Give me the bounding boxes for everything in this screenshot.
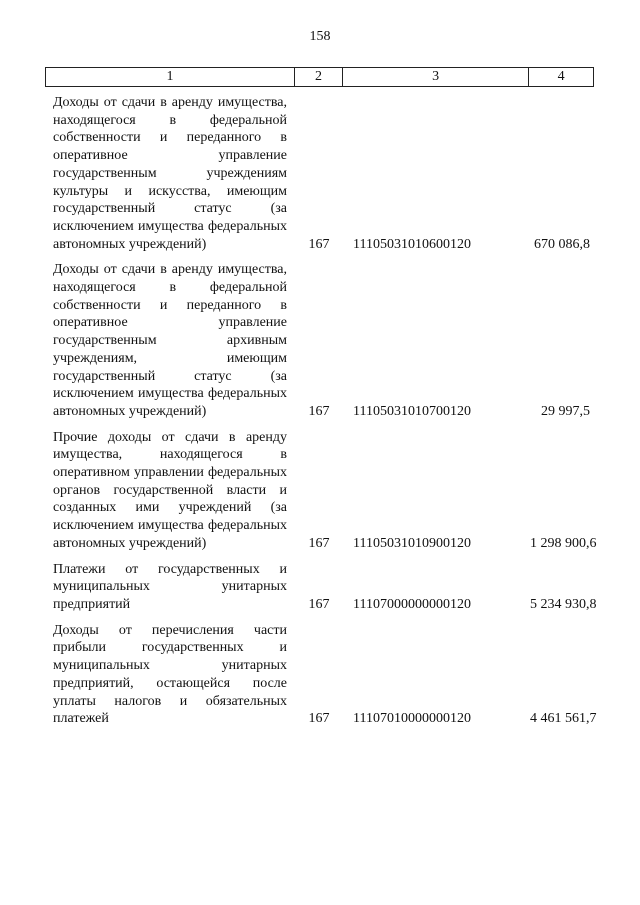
- row-amount: 1 298 900,6: [530, 535, 597, 551]
- table-row: [45, 261, 594, 420]
- row-admin-code: 167: [308, 711, 330, 727]
- row-description: Доходы от сдачи в аренду имущества, находящегося в федеральной собственности и переданного в оперативное управление государственным архивным учреждениям, имеющим государственный статус (за исключением имущества федеральных автономных учреждений): [53, 262, 287, 419]
- row-amount: 29 997,5: [541, 403, 590, 419]
- table-header: [45, 67, 594, 87]
- row-kbk-code: 11107000000000120: [353, 596, 471, 612]
- row-description: Прочие доходы от сдачи в аренду имущества, находящегося в оперативном управлении федеральных органов государственной власти и созданных ими учреждений (за исключением имущества федеральных автономных учреждений): [53, 429, 287, 551]
- row-amount: 5 234 930,8: [530, 596, 597, 612]
- header-col-1: 1: [46, 68, 295, 86]
- row-admin-code: 167: [308, 535, 330, 551]
- row-description: Доходы от сдачи в аренду имущества, находящегося в федеральной собственности и переданного в оперативное управление государственным учреждениям культуры и искусства, имеющим государственный статус (за исключением имущества федеральных автономных учреждений): [53, 95, 287, 252]
- header-col-2: 2: [295, 68, 343, 86]
- row-kbk-code: 11105031010700120: [353, 403, 471, 419]
- header-col-4: 4: [557, 69, 565, 84]
- table-row: [45, 622, 597, 728]
- table-row: [45, 561, 597, 614]
- row-description: Платежи от государственных и муниципальных унитарных предприятий: [53, 561, 287, 612]
- header-col-3: 3: [343, 68, 529, 86]
- row-admin-code: 167: [308, 236, 330, 252]
- row-amount: 670 086,8: [534, 236, 590, 252]
- row-kbk-code: 11105031010600120: [353, 236, 471, 252]
- row-amount: 4 461 561,7: [530, 711, 597, 727]
- table-body: [45, 88, 597, 728]
- row-admin-code: 167: [308, 403, 330, 419]
- table-row: [45, 94, 594, 253]
- row-kbk-code: 11107010000000120: [353, 711, 471, 727]
- row-kbk-code: 11105031010900120: [353, 535, 471, 551]
- row-description: Доходы от перечисления части прибыли государственных и муниципальных унитарных предприятий, остающейся после уплаты налогов и обязательных платежей: [53, 622, 287, 727]
- page-number: 158: [309, 29, 331, 44]
- table-row: [45, 429, 597, 553]
- row-admin-code: 167: [308, 596, 330, 612]
